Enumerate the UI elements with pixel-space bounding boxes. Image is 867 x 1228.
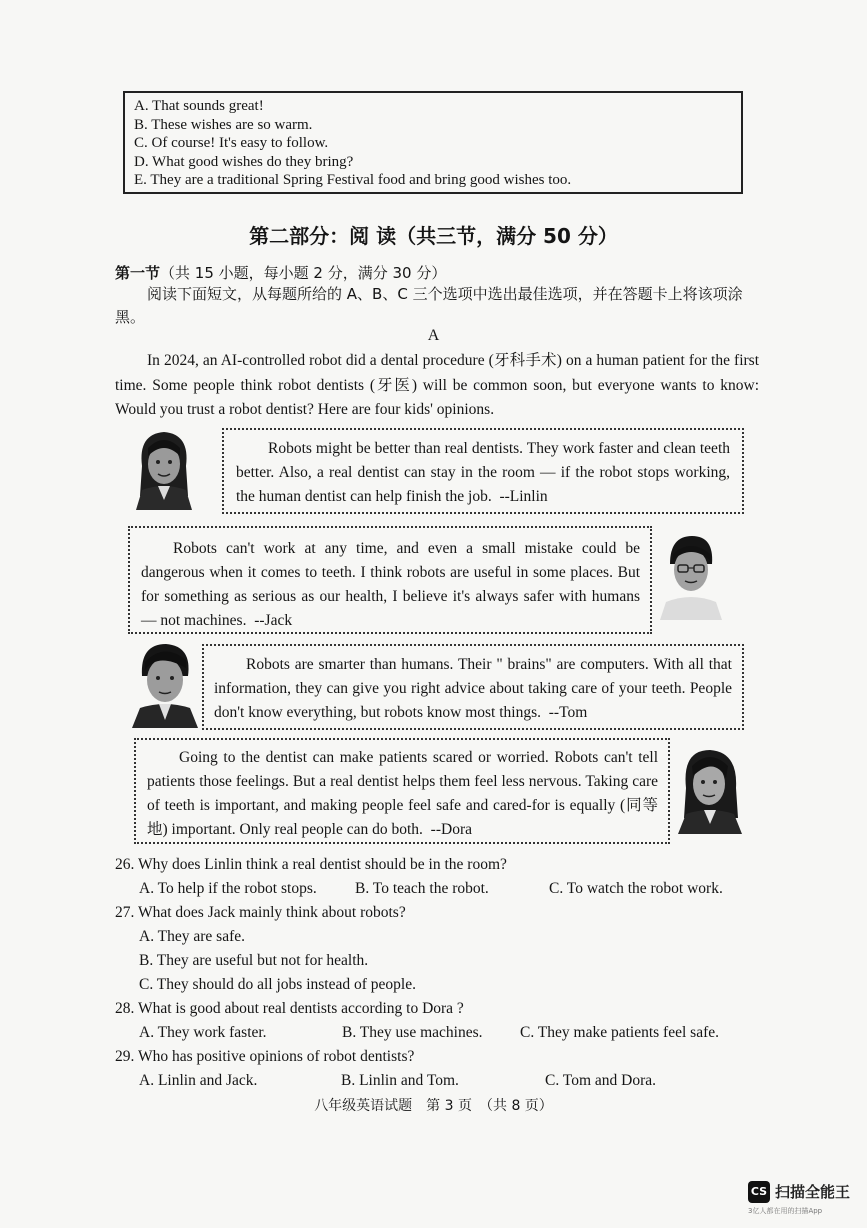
option-line: A. That sounds great! bbox=[134, 98, 264, 114]
opinion-text: Robots are smarter than humans. Their " brains" are computers. With all that information, they can give you right advice about taking care of your teeth. People don't know everything, but robots know most things. bbox=[214, 656, 732, 721]
option-line: D. What good wishes do they bring? bbox=[134, 153, 354, 170]
dora-photo bbox=[674, 744, 746, 834]
opinion-signature: --Jack bbox=[254, 612, 293, 629]
question-29: 29. Who has positive opinions of robot dentists? bbox=[115, 1048, 415, 1065]
question-29-choices bbox=[139, 1069, 749, 1093]
choice-a: A. They are safe. bbox=[139, 928, 246, 945]
tom-photo bbox=[128, 640, 202, 728]
camscanner-watermark bbox=[748, 1178, 858, 1218]
linlin-photo bbox=[128, 426, 200, 510]
opinion-box-jack bbox=[128, 526, 652, 634]
choice-c: C. Tom and Dora. bbox=[545, 1072, 656, 1089]
opinion-box-linlin bbox=[222, 428, 744, 514]
option-line: B. These wishes are so warm. bbox=[134, 116, 313, 133]
choice-a: A. To help if the robot stops. bbox=[139, 880, 317, 897]
choice-c: C. They should do all jobs instead of people. bbox=[139, 976, 416, 993]
opinion-signature: --Tom bbox=[548, 704, 588, 721]
watermark-name: 扫描全能王 bbox=[775, 1183, 851, 1201]
choice-b: B. To teach the robot. bbox=[355, 880, 489, 897]
section-header bbox=[115, 262, 446, 283]
question-27: 27. What does Jack mainly think about robots? bbox=[115, 904, 406, 921]
choice-c: C. They make patients feel safe. bbox=[520, 1024, 719, 1041]
answer-options-box bbox=[123, 91, 743, 194]
option-line: C. Of course! It's easy to follow. bbox=[134, 135, 329, 152]
opinion-text: Robots can't work at any time, and even a small mistake could be dangerous when it comes to teeth. I think robots are useful in some places. But for something as serious as our health, I believe it's always safer with humans — not machines. bbox=[141, 540, 640, 629]
section-instructions: 阅读下面短文，从每题所给的 A、B、C 三个选项中选出最佳选项，并在答题卡上将该项涂黑。 bbox=[115, 285, 743, 326]
choice-a: A. Linlin and Jack. bbox=[139, 1072, 258, 1089]
opinion-signature: --Linlin bbox=[499, 488, 548, 505]
passage-intro: In 2024, an AI-controlled robot did a dental procedure (牙科手术) on a human patient for the first time. Some people think robot dentists (牙医) will be common soon, but everyone wants to know: Would you trust a robot dentist? Here are four kids' opinions. bbox=[115, 352, 759, 418]
scanner-logo-icon: CS bbox=[748, 1181, 770, 1203]
choice-a: A. They work faster. bbox=[139, 1024, 267, 1041]
opinion-box-dora bbox=[134, 738, 670, 844]
question-26-choices bbox=[139, 877, 749, 901]
choice-b: B. They use machines. bbox=[342, 1024, 483, 1041]
part-title: 第二部分：阅 读（共三节，满分 50 分） bbox=[249, 224, 618, 248]
choice-c: C. To watch the robot work. bbox=[549, 880, 723, 897]
opinion-signature: --Dora bbox=[430, 821, 472, 838]
choice-b: B. They are useful but not for health. bbox=[139, 952, 369, 969]
opinion-text: Going to the dentist can make patients scared or worried. Robots can't tell patients those feelings. But a real dentist helps them feel less nervous. Taking care of teeth is important, and making people feel safe and cared-for is equally (同等地) important. Only real people can do both. bbox=[147, 749, 658, 838]
section-label: 第一节 bbox=[115, 264, 161, 282]
jack-photo bbox=[654, 530, 728, 620]
passage-letter: A bbox=[427, 327, 440, 344]
opinion-text: Robots might be better than real dentists. They work faster and clean teeth better. Also, a real dentist can stay in the room — if the robot stops working, the human dentist can help finish the job. bbox=[236, 440, 730, 505]
watermark-tagline: 3亿人都在用的扫描App bbox=[748, 1207, 823, 1215]
question-28-choices bbox=[139, 1021, 749, 1045]
section-detail: （共 15 小题，每小题 2 分，满分 30 分） bbox=[160, 264, 447, 282]
option-line: E. They are a traditional Spring Festival food and bring good wishes too. bbox=[134, 172, 572, 189]
question-26: 26. Why does Linlin think a real dentist should be in the room? bbox=[115, 856, 507, 873]
page-footer: 八年级英语试题 第 3 页 （共 8 页） bbox=[314, 1098, 553, 1114]
opinion-box-tom bbox=[202, 644, 744, 730]
choice-b: B. Linlin and Tom. bbox=[341, 1072, 459, 1089]
question-27-choices bbox=[139, 925, 749, 997]
question-28: 28. What is good about real dentists according to Dora ? bbox=[115, 1000, 464, 1017]
